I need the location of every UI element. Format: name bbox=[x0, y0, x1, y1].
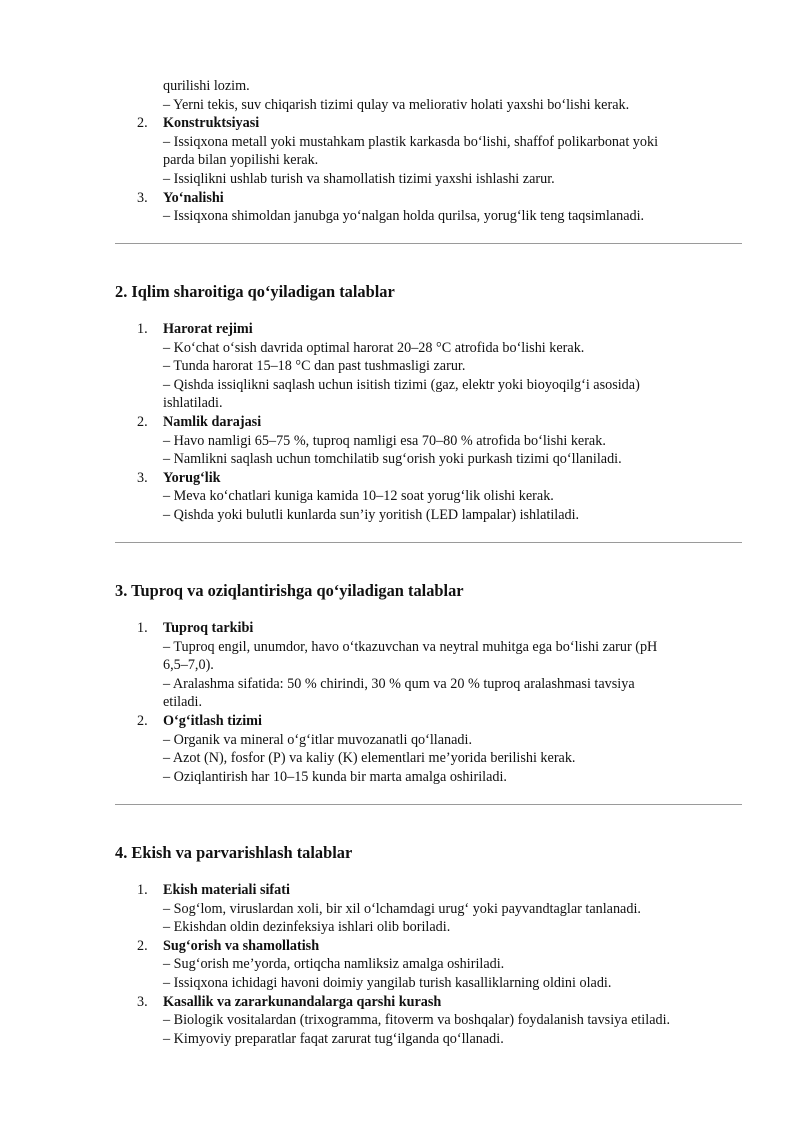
horizontal-divider bbox=[115, 243, 742, 244]
section-heading: 2. Iqlim sharoitiga qo‘yiladigan talablar bbox=[115, 282, 395, 301]
text-line: 6,5–7,0). bbox=[163, 657, 214, 674]
text-line: – Issiqxona shimoldan janubga yo‘nalgan holda qurilsa, yorug‘lik teng taqsimlanadi. bbox=[163, 208, 645, 225]
item-number: 2. bbox=[137, 937, 148, 954]
list-item-number bbox=[115, 320, 745, 339]
section-continued bbox=[115, 77, 745, 226]
text-line: – Ekishdan oldin dezinfeksiya ishlari olib boriladi. bbox=[163, 919, 451, 936]
list-item-number bbox=[115, 189, 745, 208]
text-line: etiladi. bbox=[163, 694, 203, 711]
text-line: – Issiqxona metall yoki mustahkam plastik karkasda bo‘lishi, shaffof polikarbonat yoki bbox=[163, 133, 659, 150]
item-title: Tuproq tarkibi bbox=[163, 620, 254, 636]
text-line: ishlatiladi. bbox=[163, 395, 223, 412]
item-title: Kasallik va zararkunandalarga qarshi kurash bbox=[163, 993, 442, 1010]
text-line: – Havo namligi 65–75 %, tuproq namligi esa 70–80 % atrofida bo‘lishi kerak. bbox=[163, 432, 606, 449]
item-title: O‘g‘itlash tizimi bbox=[163, 712, 262, 729]
text-line: – Qishda issiqlikni saqlash uchun isitish tizimi (gaz, elektr yoki bioyoqilg‘i asosida) bbox=[163, 376, 640, 393]
section-heading: 4. Ekish va parvarishlash talablar bbox=[115, 843, 353, 862]
text-line: parda bilan yopilishi kerak. bbox=[163, 152, 319, 169]
item-number: 1. bbox=[137, 882, 148, 898]
text-line: – Sog‘lom, viruslardan xoli, bir xil o‘lchamdagi urug‘ yoki payvandtaglar tanlanadi. bbox=[163, 900, 641, 917]
text-line: – Issiqxona ichidagi havoni doimiy yangilab turish kasalliklarning oldini oladi. bbox=[163, 974, 612, 991]
text-line: qurilishi lozim. bbox=[163, 78, 250, 94]
section-soil bbox=[115, 619, 745, 786]
list-item-number bbox=[115, 993, 745, 1012]
text-line: – Organik va mineral o‘g‘itlar muvozanatli qo‘llanadi. bbox=[163, 731, 473, 748]
item-number: 2. bbox=[137, 115, 148, 132]
item-title: Konstruktsiyasi bbox=[163, 115, 260, 132]
item-title: Yo‘nalishi bbox=[163, 189, 224, 206]
horizontal-divider bbox=[115, 542, 742, 543]
text-line: – Azot (N), fosfor (P) va kaliy (K) elementlari me’yorida berilishi kerak. bbox=[163, 750, 576, 767]
text-line: – Oziqlantirish har 10–15 kunda bir marta amalga oshiriladi. bbox=[163, 768, 507, 785]
item-number: 1. bbox=[137, 321, 148, 337]
section-heading: 3. Tuproq va oziqlantirishga qo‘yiladigan talablar bbox=[115, 581, 464, 600]
section-climate bbox=[115, 320, 745, 525]
item-number: 3. bbox=[137, 993, 148, 1010]
list-item-number bbox=[115, 712, 745, 731]
item-number: 2. bbox=[137, 413, 148, 430]
text-line: – Issiqlikni ushlab turish va shamollatish tizimi yaxshi ishlashi zarur. bbox=[163, 170, 555, 187]
text-line: – Qishda yoki bulutli kunlarda sun’iy yoritish (LED lampalar) ishlatiladi. bbox=[163, 506, 580, 523]
list-item-number bbox=[115, 114, 745, 133]
text-line: – Biologik vositalardan (trixogramma, fitoverm va boshqalar) foydalanish tavsiya etiladi. bbox=[163, 1012, 671, 1029]
text-line: – Meva ko‘chatlari kuniga kamida 10–12 soat yorug‘lik olishi kerak. bbox=[163, 488, 554, 505]
list-item-number bbox=[115, 469, 745, 488]
item-title: Harorat rejimi bbox=[163, 321, 253, 337]
section-planting bbox=[115, 881, 745, 1048]
item-title: Sug‘orish va shamollatish bbox=[163, 937, 320, 954]
list-item-number bbox=[115, 619, 745, 638]
horizontal-divider bbox=[115, 804, 742, 805]
text-line: – Namlikni saqlash uchun tomchilatib sug‘orish yoki purkash tizimi qo‘llaniladi. bbox=[163, 451, 622, 468]
item-title: Ekish materiali sifati bbox=[163, 882, 290, 898]
list-item-number bbox=[115, 413, 745, 432]
item-number: 2. bbox=[137, 712, 148, 729]
item-number: 3. bbox=[137, 469, 148, 486]
text-line: – Kimyoviy preparatlar faqat zarurat tug‘ilganda qo‘llanadi. bbox=[163, 1030, 504, 1047]
text-line: – Aralashma sifatida: 50 % chirindi, 30 % qum va 20 % tuproq aralashmasi tavsiya bbox=[163, 675, 635, 692]
item-title: Namlik darajasi bbox=[163, 413, 262, 430]
text-line: – Tuproq engil, unumdor, havo o‘tkazuvchan va neytral muhitga ega bo‘lishi zarur (pH bbox=[163, 638, 658, 655]
list-item-number bbox=[115, 937, 745, 956]
text-line: – Sug‘orish me’yorda, ortiqcha namliksiz amalga oshiriladi. bbox=[163, 956, 505, 973]
text-line: – Tunda harorat 15–18 °C dan past tushmasligi zarur. bbox=[163, 358, 466, 375]
item-title: Yorug‘lik bbox=[163, 469, 221, 486]
text-line: – Yerni tekis, suv chiqarish tizimi qulay va meliorativ holati yaxshi bo‘lishi kerak. bbox=[163, 96, 630, 113]
list-item-number bbox=[115, 881, 745, 900]
item-number: 1. bbox=[137, 620, 148, 636]
item-number: 3. bbox=[137, 189, 148, 206]
text-line: – Ko‘chat o‘sish davrida optimal harorat 20–28 °C atrofida bo‘lishi kerak. bbox=[163, 339, 585, 356]
